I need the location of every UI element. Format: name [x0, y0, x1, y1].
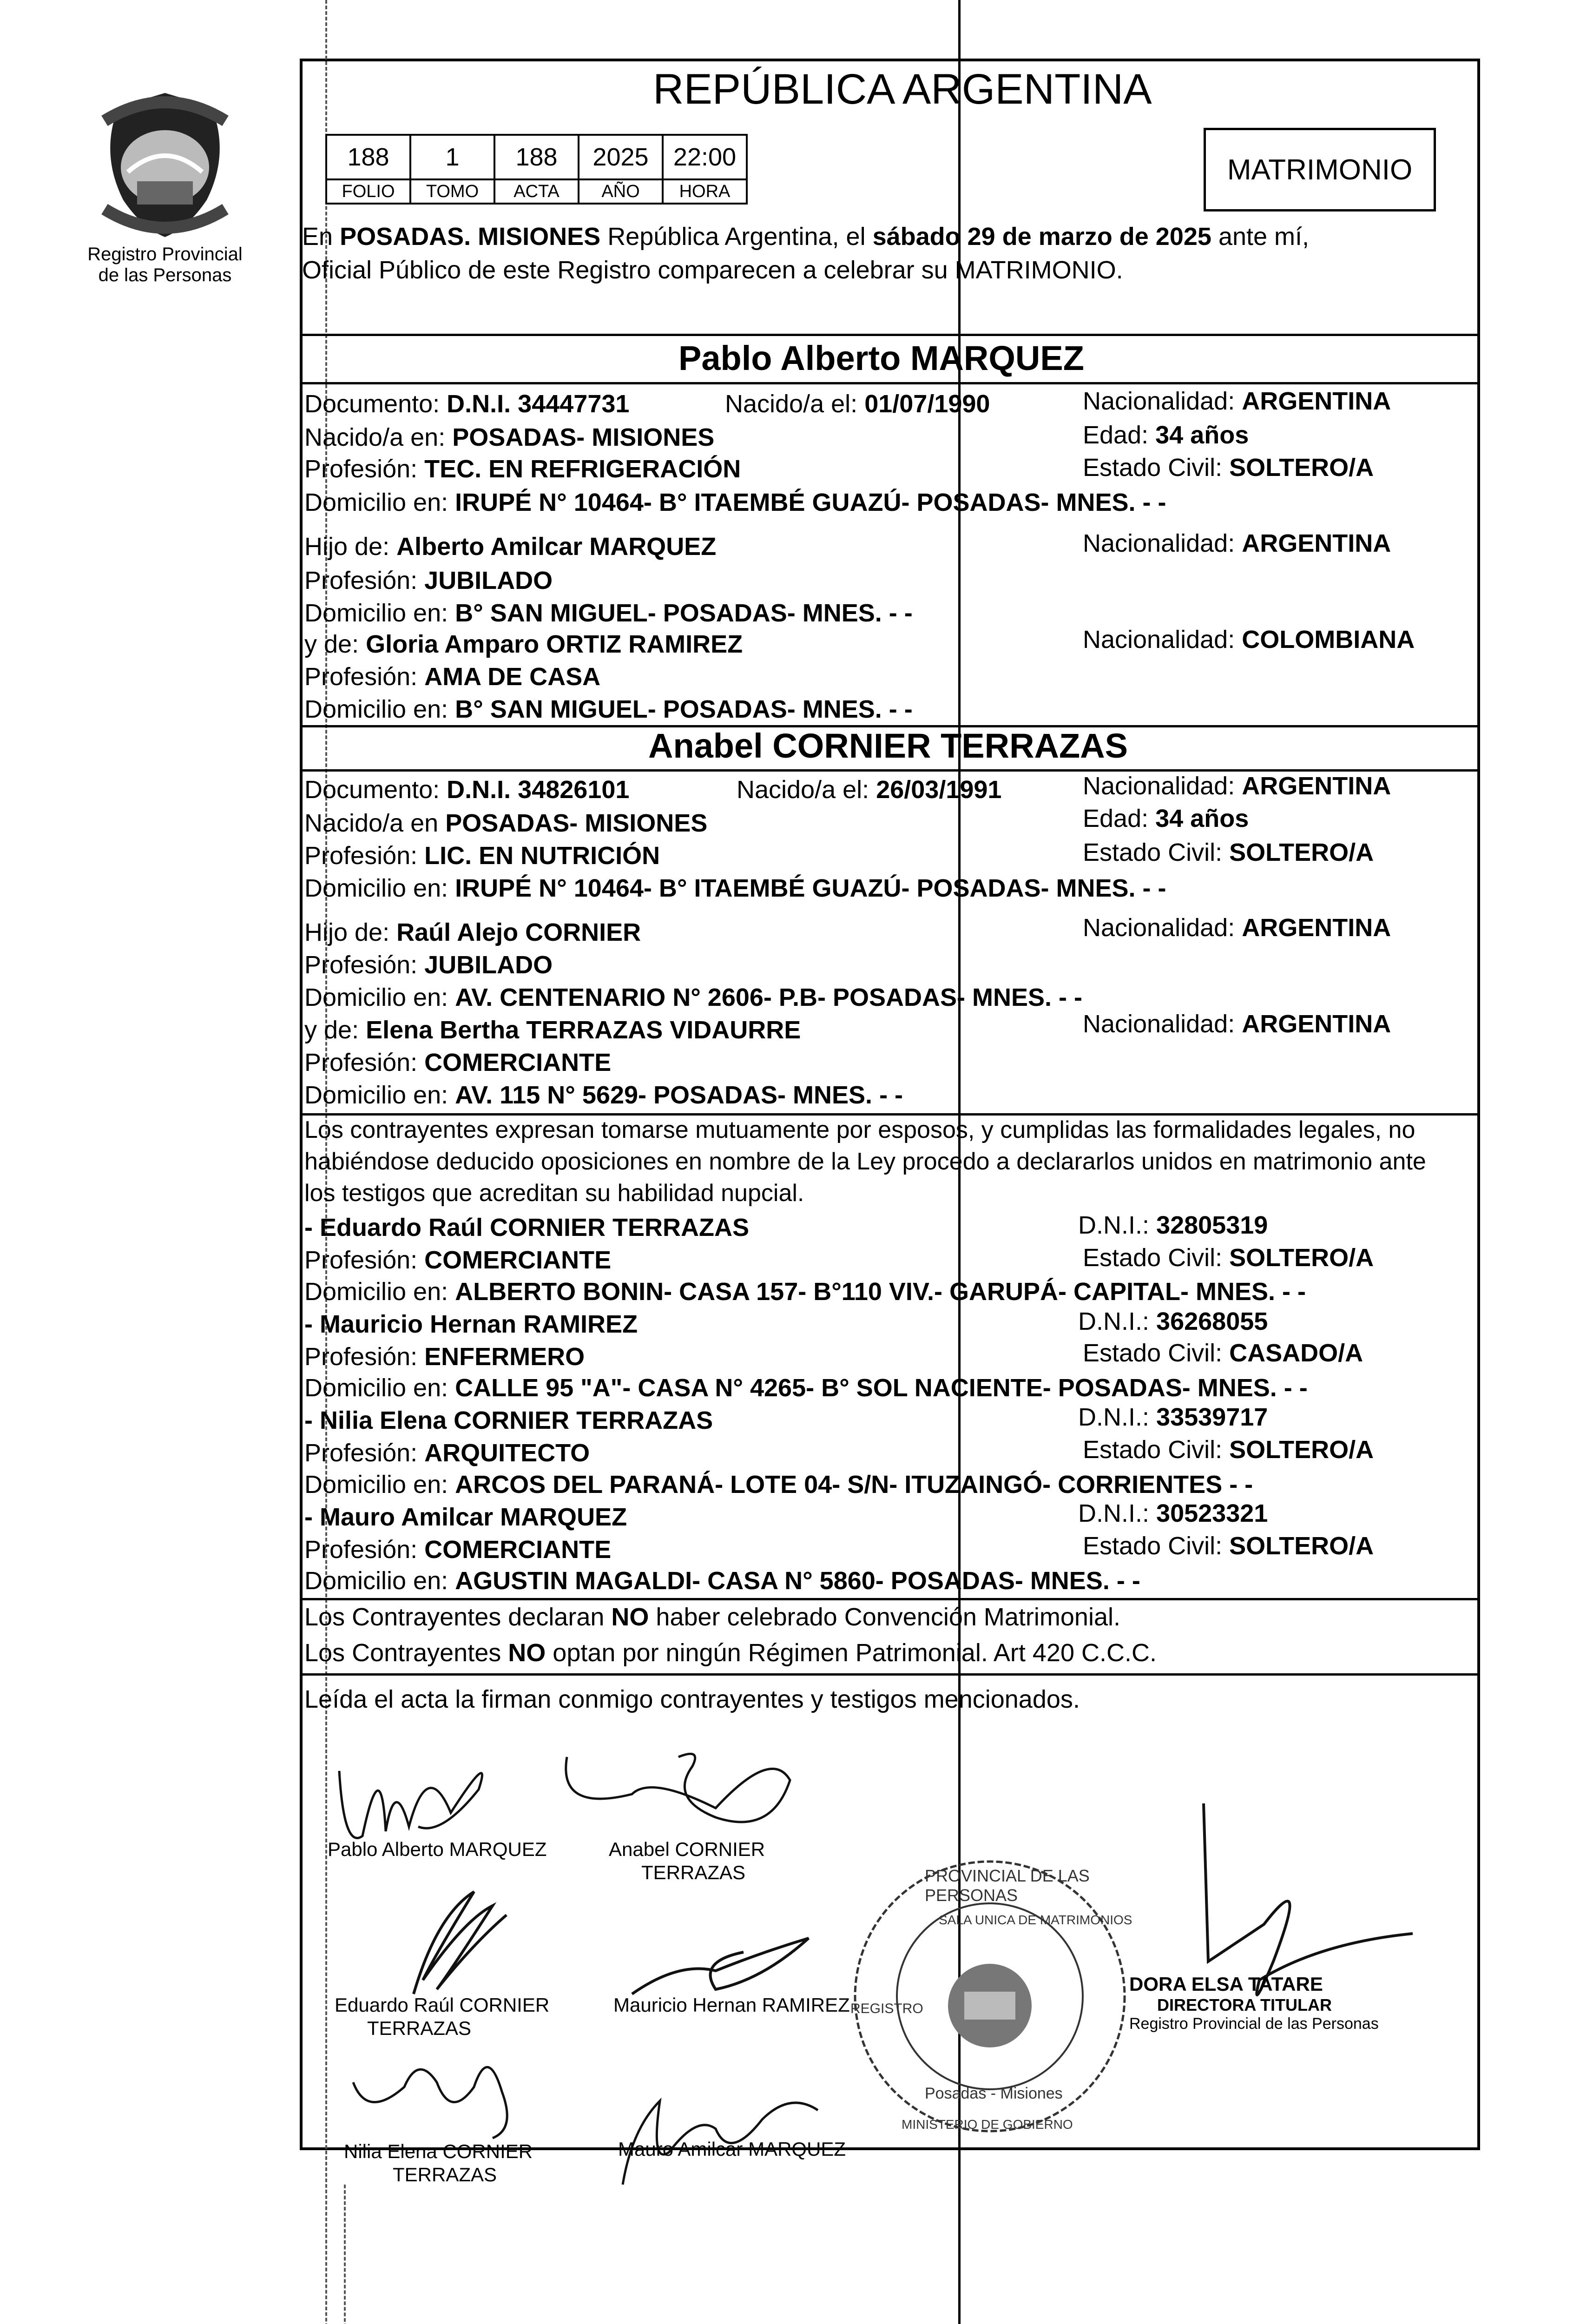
spouse2-nat	[1083, 772, 1391, 800]
spouse1-age	[1083, 421, 1249, 449]
spouse1-civil	[1083, 453, 1374, 482]
addr-value: B° SAN MIGUEL- POSADAS- MNES. - -	[455, 599, 913, 627]
witness-2-addr	[304, 1373, 1308, 1402]
convention-text: optan por ningún Régimen Patrimonial. Art 420 C.C.C.	[553, 1639, 1157, 1667]
spouse1-mother-addr	[304, 695, 913, 724]
spouse2-place	[304, 809, 707, 838]
seal-left-text: REGISTRO	[850, 2001, 923, 2016]
prof-label: Profesión:	[304, 567, 418, 594]
addr-label: Domicilio en:	[304, 1374, 448, 1402]
dni-label: D.N.I.:	[1078, 1211, 1150, 1239]
signature-label-witness3-l1: Nilia Elena CORNIER	[344, 2140, 533, 2162]
spouse1-name: Pablo Alberto MARQUEZ	[678, 339, 1084, 377]
divider	[300, 334, 1480, 336]
hora-value: 22:00	[663, 135, 747, 179]
seal-inner-text: SALA UNICA DE MATRIMONIOS	[939, 1913, 1132, 1927]
age-label: Edad:	[1083, 421, 1149, 449]
civil-label: Estado Civil:	[1083, 1532, 1223, 1560]
age-label: Edad:	[1083, 805, 1149, 832]
nat-value: ARGENTINA	[1242, 1010, 1391, 1038]
prof-value: ENFERMERO	[424, 1343, 585, 1371]
place-label: Nacido/a en:	[304, 423, 446, 451]
signature-scribble	[339, 1771, 482, 1838]
doc-value: D.N.I. 34447731	[447, 390, 630, 418]
civil-value: CASADO/A	[1229, 1339, 1363, 1367]
spouse1-mother-prof	[304, 662, 600, 691]
addr-label: Domicilio en:	[304, 1081, 448, 1109]
civil-value: SOLTERO/A	[1229, 454, 1374, 482]
prof-value: COMERCIANTE	[424, 1049, 612, 1076]
nat-label: Nacionalidad:	[1083, 1010, 1235, 1038]
spouse1-doc	[304, 390, 629, 418]
witness-3-civil	[1083, 1435, 1374, 1464]
anio-value: 2025	[579, 135, 663, 179]
stamp-line2: DIRECTORA TITULAR	[1157, 1995, 1332, 2014]
doc-label: Documento:	[304, 776, 440, 804]
father-value: Alberto Amilcar MARQUEZ	[396, 533, 717, 561]
intro-date: sábado 29 de marzo de 2025	[872, 223, 1211, 251]
intro-place: POSADAS. MISIONES	[340, 223, 601, 251]
signature-label-spouse2-l1: Anabel CORNIER	[609, 1838, 765, 1860]
spouse2-father-addr	[304, 983, 1082, 1012]
prof-label: Profesión:	[304, 455, 418, 483]
acta-label: ACTA	[494, 179, 579, 204]
seal-text: PROVINCIAL DE LAS PERSONAS	[925, 1866, 1090, 1905]
folio-value: 188	[326, 135, 410, 179]
witness-2-prof	[304, 1342, 585, 1371]
dni-value: 32805319	[1156, 1211, 1268, 1239]
witness-3-dni	[1078, 1403, 1268, 1432]
spouse1-born	[725, 390, 990, 418]
intro-suffix: ante mí,	[1218, 223, 1310, 251]
civil-label: Estado Civil:	[1083, 1436, 1223, 1464]
official-seal	[846, 1852, 1134, 2140]
spouse2-mother-prof	[304, 1048, 611, 1077]
stamp-line3: Registro Provincial de las Personas	[1129, 2015, 1379, 2033]
spouse2-doc	[304, 775, 629, 804]
dni-label: D.N.I.:	[1078, 1499, 1150, 1527]
official-stamp	[1129, 1973, 1379, 2033]
addr-label: Domicilio en:	[304, 984, 448, 1011]
intro-middle: República Argentina, el	[607, 223, 866, 251]
signature-scribble	[632, 1938, 809, 1994]
dni-label: D.N.I.:	[1078, 1307, 1150, 1335]
civil-value: SOLTERO/A	[1229, 1436, 1374, 1464]
spouse1-father-prof	[304, 566, 553, 595]
witness-1-addr	[304, 1277, 1306, 1306]
witness-1-name: - Eduardo Raúl CORNIER TERRAZAS	[304, 1214, 750, 1241]
witness-2-civil	[1083, 1339, 1363, 1367]
convention-text: haber celebrado Convención Matrimonial.	[656, 1603, 1120, 1631]
witness-3-addr	[304, 1470, 1253, 1499]
witness-4-civil	[1083, 1532, 1374, 1560]
civil-value: SOLTERO/A	[1229, 838, 1374, 866]
convention-line-2	[304, 1638, 1157, 1667]
page-title: REPÚBLICA ARGENTINA	[653, 66, 1152, 113]
civil-label: Estado Civil:	[1083, 454, 1223, 482]
prof-label: Profesión:	[304, 1246, 418, 1274]
addr-label: Domicilio en:	[304, 489, 448, 516]
spouse2-mother-nat	[1083, 1010, 1391, 1038]
prof-value: AMA DE CASA	[424, 663, 601, 691]
prof-value: JUBILADO	[424, 567, 553, 594]
signature-label-witness3-l2: TERRAZAS	[393, 2164, 497, 2185]
witness-1-prof	[304, 1246, 611, 1274]
place-value: POSADAS- MISIONES	[452, 423, 715, 451]
witness-4-name: - Mauro Amilcar MARQUEZ	[304, 1503, 627, 1531]
signature-label-spouse1: Pablo Alberto MARQUEZ	[328, 1838, 547, 1860]
dni-label: D.N.I.:	[1078, 1403, 1150, 1431]
age-value: 34 años	[1155, 421, 1249, 449]
addr-label: Domicilio en:	[304, 1278, 448, 1306]
spouse1-mother	[304, 630, 743, 659]
prof-label: Profesión:	[304, 1049, 418, 1076]
witness-2-dni	[1078, 1307, 1268, 1336]
dni-value: 30523321	[1156, 1499, 1268, 1527]
addr-value: AV. 115 N° 5629- POSADAS- MNES. - -	[455, 1081, 903, 1109]
father-value: Raúl Alejo CORNIER	[396, 918, 641, 946]
born-value: 01/07/1990	[864, 390, 990, 418]
tomo-label: TOMO	[410, 179, 494, 204]
signature-label-witness1-l2: TERRAZAS	[367, 2017, 472, 2039]
born-label: Nacido/a el:	[725, 390, 858, 418]
mother-value: Elena Bertha TERRAZAS VIDAURRE	[366, 1016, 801, 1044]
addr-label: Domicilio en:	[304, 695, 448, 723]
nat-value: COLOMBIANA	[1242, 626, 1415, 654]
prof-label: Profesión:	[304, 951, 418, 979]
acta-value: 188	[494, 135, 579, 179]
civil-value: SOLTERO/A	[1229, 1532, 1374, 1560]
addr-label: Domicilio en:	[304, 599, 448, 627]
prof-label: Profesión:	[304, 1536, 418, 1564]
declaration-line-3: los testigos que acreditan su habilidad nupcial.	[304, 1180, 804, 1207]
nat-label: Nacionalidad:	[1083, 914, 1235, 942]
born-value: 26/03/1991	[876, 776, 1002, 804]
hora-label: HORA	[663, 179, 747, 204]
nat-value: ARGENTINA	[1242, 772, 1391, 800]
addr-value: AV. CENTENARIO N° 2606- P.B- POSADAS- MNES. - -	[455, 984, 1082, 1011]
age-value: 34 años	[1155, 805, 1249, 832]
prof-value: ARQUITECTO	[424, 1439, 590, 1467]
nat-label: Nacionalidad:	[1083, 387, 1235, 415]
dni-value: 33539717	[1156, 1403, 1268, 1431]
spouse1-mother-nat	[1083, 625, 1415, 654]
spouse1-addr	[304, 488, 1166, 517]
spouse2-born	[737, 775, 1001, 804]
province-seal-icon	[86, 88, 244, 242]
anio-label: AÑO	[579, 179, 663, 204]
witness-4-dni	[1078, 1499, 1268, 1528]
convention-line-1	[304, 1603, 1120, 1631]
father-label: Hijo de:	[304, 533, 390, 561]
nat-value: ARGENTINA	[1242, 529, 1391, 557]
convention-text: Los Contrayentes	[304, 1639, 501, 1667]
registry-name-line1: Registro Provincial	[87, 244, 243, 264]
nat-label: Nacionalidad:	[1083, 626, 1235, 654]
spouse2-mother-addr	[304, 1081, 903, 1109]
divider	[300, 1673, 1480, 1676]
spouse2-father-prof	[304, 951, 553, 979]
civil-label: Estado Civil:	[1083, 838, 1223, 866]
witness-3-prof	[304, 1439, 590, 1467]
prof-label: Profesión:	[304, 1343, 418, 1371]
registry-table	[325, 134, 748, 205]
addr-value: ARCOS DEL PARANÁ- LOTE 04- S/N- ITUZAINGÓ- CORRIENTES - -	[455, 1471, 1253, 1499]
spouse2-name: Anabel CORNIER TERRAZAS	[648, 726, 1128, 765]
addr-value: IRUPÉ N° 10464- B° ITAEMBÉ GUAZÚ- POSADAS- MNES. - -	[455, 489, 1166, 516]
place-value: POSADAS- MISIONES	[445, 809, 708, 837]
spouse2-age	[1083, 804, 1249, 833]
convention-text: Los Contrayentes declaran	[304, 1603, 605, 1631]
born-label: Nacido/a el:	[737, 776, 869, 804]
prof-value: TEC. EN REFRIGERACIÓN	[424, 455, 741, 483]
witness-2-name: - Mauricio Hernan RAMIREZ	[304, 1310, 638, 1338]
divider	[300, 1598, 1480, 1600]
addr-label: Domicilio en:	[304, 1471, 448, 1499]
addr-value: IRUPÉ N° 10464- B° ITAEMBÉ GUAZÚ- POSADAS- MNES. - -	[455, 874, 1166, 902]
intro-line-2: Oficial Público de este Registro comparecen a celebrar su MATRIMONIO.	[302, 256, 1123, 284]
doc-value: D.N.I. 34826101	[447, 776, 630, 804]
doc-label: Documento:	[304, 390, 440, 418]
prof-value: LIC. EN NUTRICIÓN	[424, 842, 660, 870]
addr-value: B° SAN MIGUEL- POSADAS- MNES. - -	[455, 695, 913, 723]
prof-label: Profesión:	[304, 663, 418, 691]
signature-label-witness1-l1: Eduardo Raúl CORNIER	[335, 1994, 550, 2016]
spouse2-father	[304, 918, 641, 947]
mother-label: y de:	[304, 1016, 359, 1044]
signature-label-witness4: Mauro Amilcar MARQUEZ	[618, 2138, 846, 2160]
spouse2-mother	[304, 1016, 801, 1044]
signature-scribble	[353, 2067, 507, 2138]
civil-value: SOLTERO/A	[1229, 1244, 1374, 1272]
addr-value: ALBERTO BONIN- CASA 157- B°110 VIV.- GARUPÁ- CAPITAL- MNES. - -	[455, 1278, 1306, 1306]
signature-scribble	[1204, 1803, 1413, 1995]
witness-1-dni	[1078, 1211, 1268, 1240]
seal-bottom-text: Posadas - Misiones	[925, 2085, 1063, 2102]
spouse2-addr	[304, 874, 1166, 903]
declaration-line-1: Los contrayentes expresan tomarse mutuamente por esposos, y cumplidas las formalidades legales, no	[304, 1116, 1415, 1143]
prof-label: Profesión:	[304, 842, 418, 870]
prof-value: COMERCIANTE	[424, 1536, 612, 1564]
intro-line-1	[302, 222, 1309, 251]
seal-base-text: MINISTERIO DE GOBIERNO	[902, 2117, 1073, 2132]
registry-logo	[86, 88, 244, 284]
place-label: Nacido/a en	[304, 809, 439, 837]
spouse2-prof	[304, 841, 660, 870]
spouse2-father-nat	[1083, 913, 1391, 942]
spouse1-nat	[1083, 387, 1391, 416]
addr-value: AGUSTIN MAGALDI- CASA N° 5860- POSADAS- MNES. - -	[455, 1567, 1140, 1595]
nat-label: Nacionalidad:	[1083, 529, 1235, 557]
nat-value: ARGENTINA	[1242, 387, 1391, 415]
addr-label: Domicilio en:	[304, 874, 448, 902]
signature-label-spouse2-l2: TERRAZAS	[641, 1862, 746, 1883]
nat-label: Nacionalidad:	[1083, 772, 1235, 800]
divider	[300, 382, 1480, 384]
nat-value: ARGENTINA	[1242, 914, 1391, 942]
witness-1-civil	[1083, 1243, 1374, 1272]
dni-value: 36268055	[1156, 1307, 1268, 1335]
declaration-line-2: habiéndose deducido oposiciones en nombre de la Ley procedo a declararlos unidos en matrimonio ante	[304, 1148, 1426, 1175]
prof-value: COMERCIANTE	[424, 1246, 612, 1274]
spouse2-civil	[1083, 838, 1374, 867]
prof-label: Profesión:	[304, 1439, 418, 1467]
spouse1-father-nat	[1083, 529, 1391, 558]
closing-text: Leída el acta la firman conmigo contrayentes y testigos mencionados.	[304, 1685, 1080, 1713]
witness-4-prof	[304, 1535, 611, 1564]
spouse1-prof	[304, 455, 741, 483]
mother-label: y de:	[304, 630, 359, 658]
registry-name-line2: de las Personas	[98, 265, 232, 285]
spouse1-place	[304, 423, 714, 452]
witness-3-name: - Nilia Elena CORNIER TERRAZAS	[304, 1406, 713, 1434]
record-type-box: MATRIMONIO	[1204, 128, 1436, 211]
intro-prefix: En	[302, 223, 333, 251]
witness-4-addr	[304, 1566, 1140, 1595]
stamp-line1: DORA ELSA TATARE	[1129, 1973, 1323, 1995]
signature-label-witness2: Mauricio Hernan RAMIREZ	[613, 1994, 850, 2016]
signature-scribble	[414, 1892, 507, 1994]
signature-scribble	[566, 1754, 790, 1822]
convention-no: NO	[508, 1639, 546, 1667]
father-label: Hijo de:	[304, 918, 390, 946]
mother-value: Gloria Amparo ORTIZ RAMIREZ	[366, 630, 743, 658]
spouse1-father-addr	[304, 599, 913, 627]
prof-value: JUBILADO	[424, 951, 553, 979]
civil-label: Estado Civil:	[1083, 1339, 1223, 1367]
civil-label: Estado Civil:	[1083, 1244, 1223, 1272]
folio-label: FOLIO	[326, 179, 410, 204]
spouse1-father	[304, 532, 716, 561]
addr-value: CALLE 95 "A"- CASA N° 4265- B° SOL NACIENTE- POSADAS- MNES. - -	[455, 1374, 1308, 1402]
convention-no: NO	[611, 1603, 649, 1631]
tomo-value: 1	[410, 135, 494, 179]
addr-label: Domicilio en:	[304, 1567, 448, 1595]
